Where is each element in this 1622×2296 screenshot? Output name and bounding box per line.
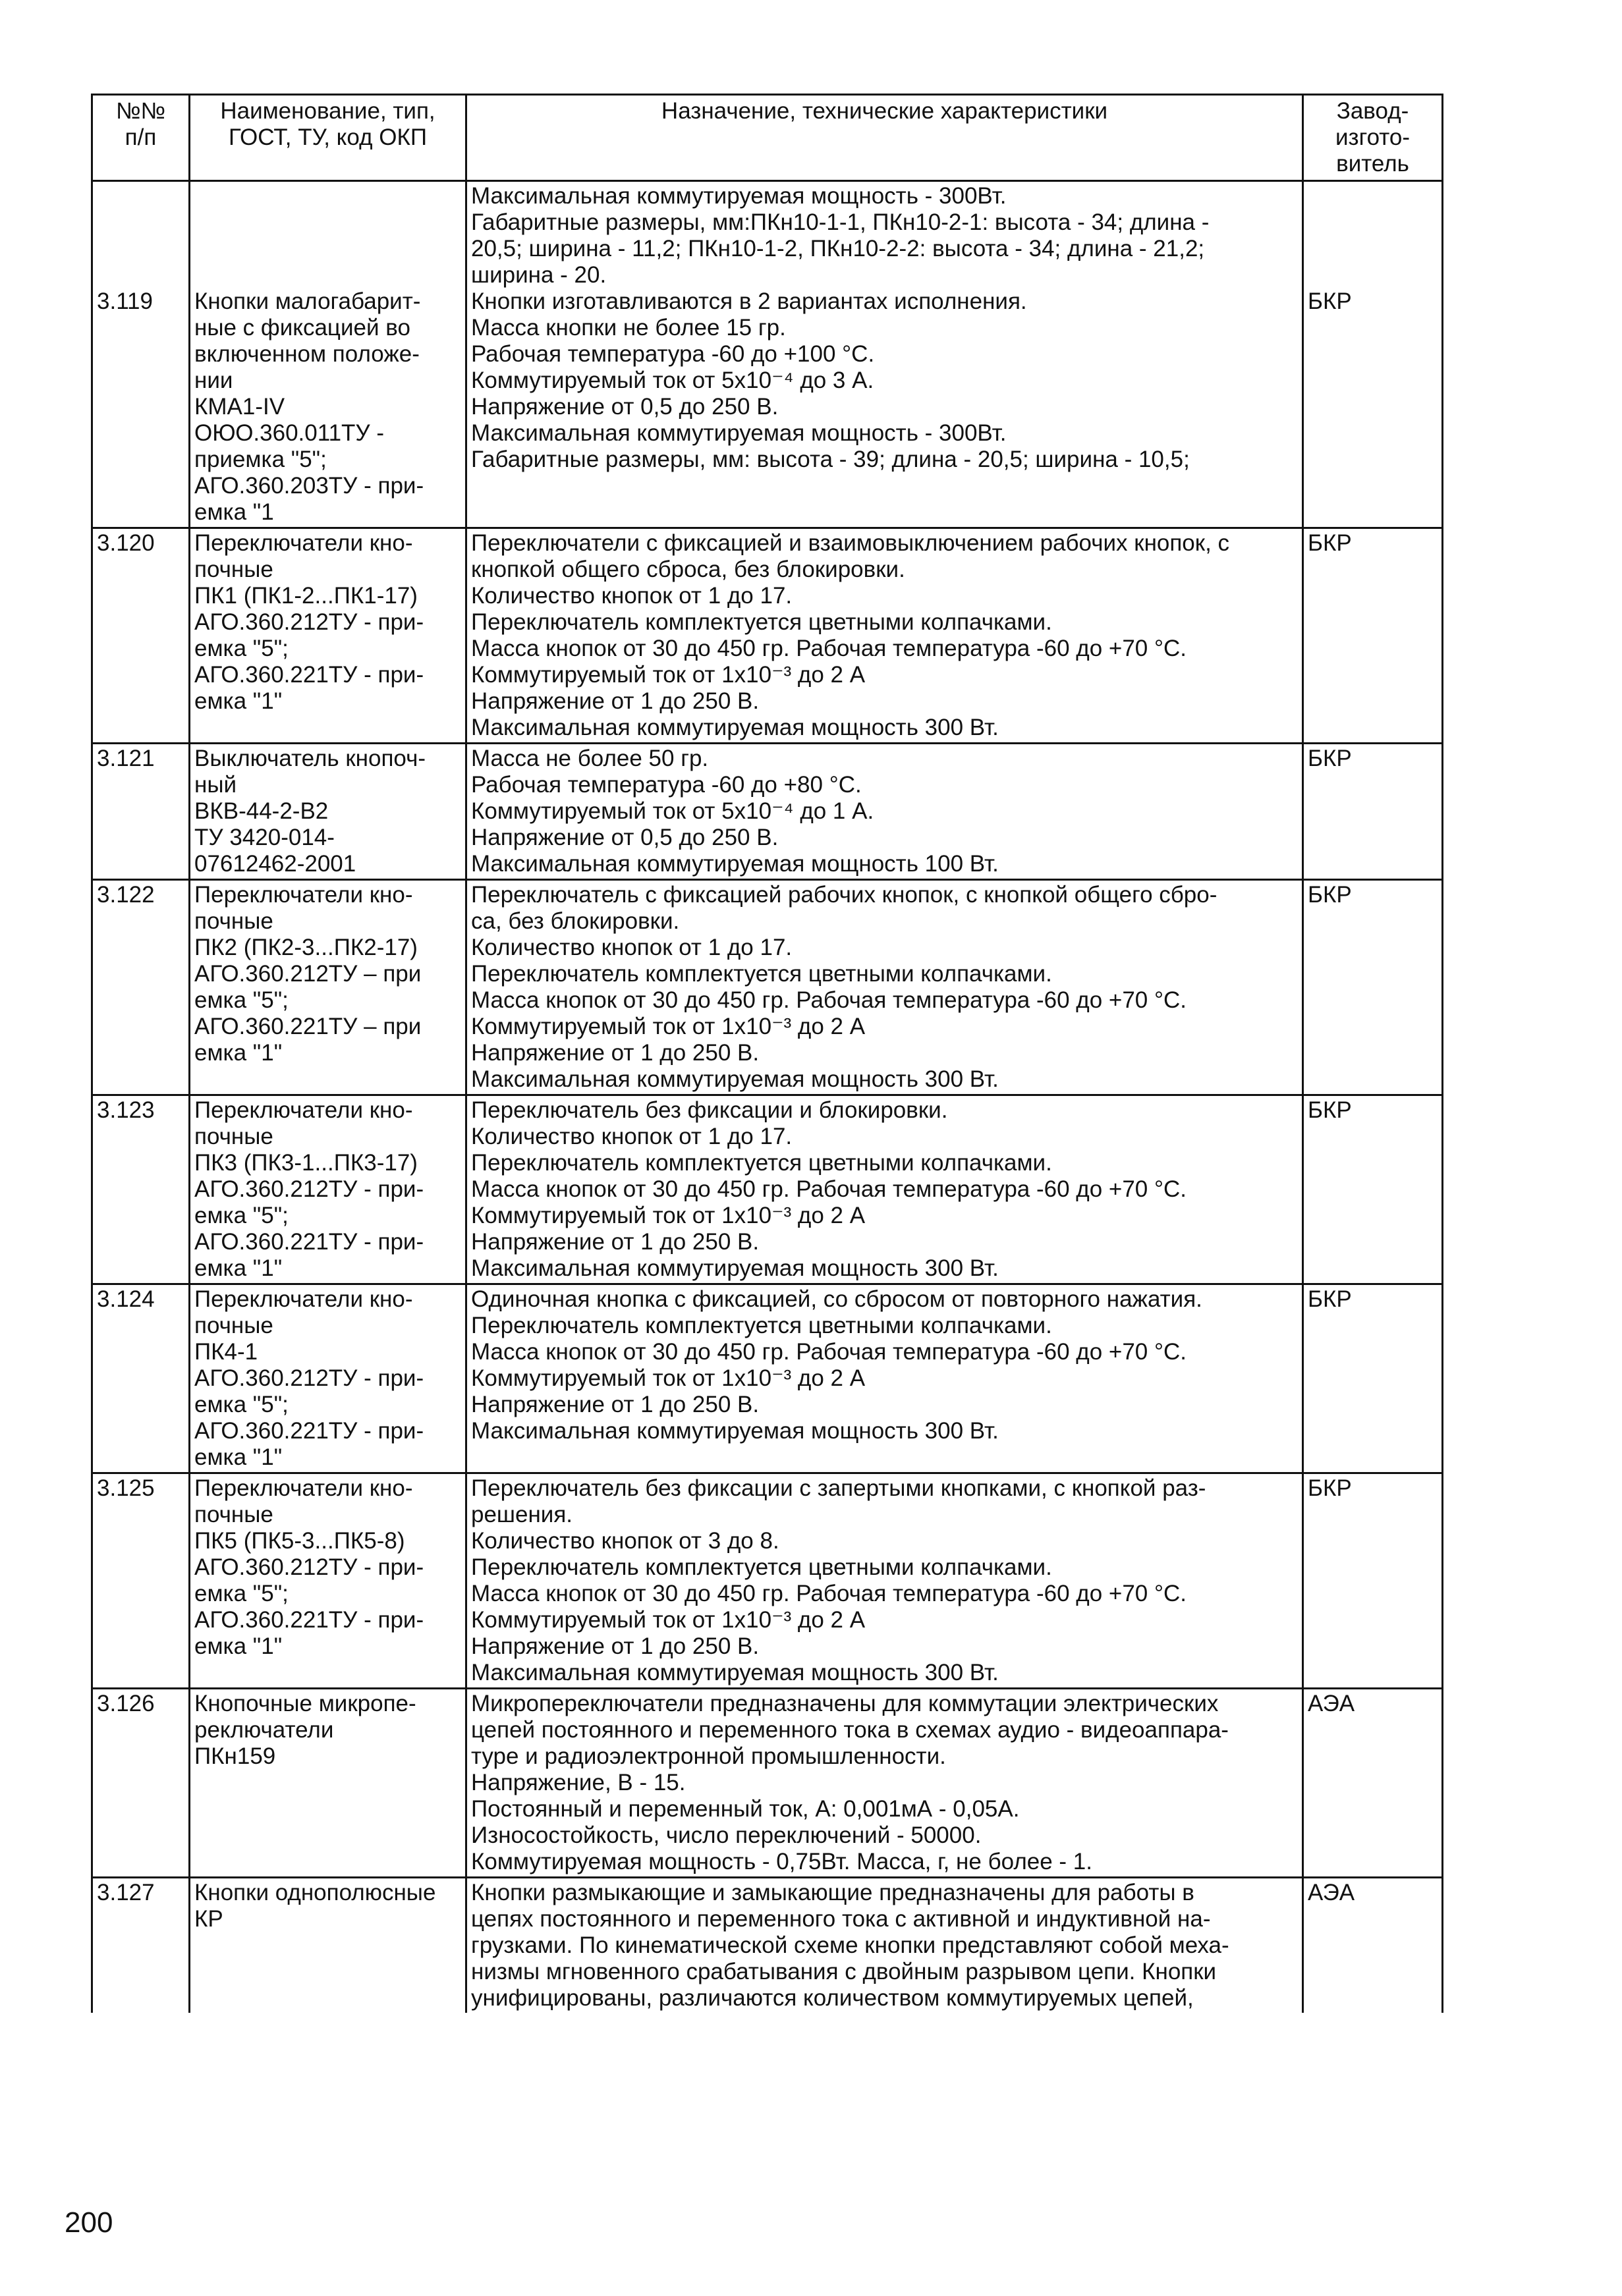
row-maker: БКР — [1303, 181, 1443, 528]
table-row — [92, 1878, 1443, 2013]
row-maker: БКР — [1303, 880, 1443, 1095]
row-number: 3.127 — [92, 1878, 190, 2013]
row-name: Кнопочные микропе- реключатели ПКн159 — [190, 1689, 466, 1878]
table-row — [92, 1095, 1443, 1284]
table-row — [92, 181, 1443, 528]
row-maker: БКР — [1303, 744, 1443, 880]
row-name: Переключатели кно- почные ПК3 (ПК3-1...ПК3-17) АГО.360.212ТУ - при- емка "5"; АГО.360.221ТУ - при- емка "1" — [190, 1095, 466, 1284]
page-number: 200 — [65, 2206, 113, 2239]
row-name: Переключатели кно- почные ПК1 (ПК1-2...ПК1-17) АГО.360.212ТУ - при- емка "5"; АГО.360.221ТУ - при- емка "1" — [190, 528, 466, 744]
table-row — [92, 744, 1443, 880]
row-number: 3.126 — [92, 1689, 190, 1878]
spec-table — [91, 94, 1443, 2013]
row-name: Переключатели кно- почные ПК4-1 АГО.360.212ТУ - при- емка "5"; АГО.360.221ТУ - при- емка "1" — [190, 1284, 466, 1473]
table-row — [92, 1473, 1443, 1689]
row-number: 3.119 — [92, 181, 190, 528]
row-maker: БКР — [1303, 1095, 1443, 1284]
row-number: 3.123 — [92, 1095, 190, 1284]
header-maker: Завод- изгото- витель — [1303, 95, 1443, 181]
row-name: Переключатели кно- почные ПК2 (ПК2-3...ПК2-17) АГО.360.212ТУ – при емка "5"; АГО.360.221ТУ – при емка "1" — [190, 880, 466, 1095]
row-number: 3.120 — [92, 528, 190, 744]
row-number: 3.125 — [92, 1473, 190, 1689]
row-description: Переключатель с фиксацией рабочих кнопок, с кнопкой общего сбро- са, без блокировки. Количество кнопок от 1 до 17. Переключатель комплектуется цветными колпачками. Масса кнопок от 30 до 450 гр. Рабочая температура -60 до +70 °С. Коммутируемый ток от 1х10⁻³ до 2 А Напряжение от 1 до 250 В. Максимальная коммутируемая мощность 300 Вт. — [466, 880, 1303, 1095]
row-description: Переключатели с фиксацией и взаимовыключением рабочих кнопок, с кнопкой общего сброса, без блокировки. Количество кнопок от 1 до 17. Переключатель комплектуется цветными колпачками. Масса кнопок от 30 до 450 гр. Рабочая температура -60 до +70 °С. Коммутируемый ток от 1х10⁻³ до 2 А Напряжение от 1 до 250 В. Максимальная коммутируемая мощность 300 Вт. — [466, 528, 1303, 744]
table-row — [92, 528, 1443, 744]
header-row — [92, 95, 1443, 181]
row-description: Одиночная кнопка с фиксацией, со сбросом от повторного нажатия. Переключатель комплектуется цветными колпачками. Масса кнопок от 30 до 450 гр. Рабочая температура -60 до +70 °С. Коммутируемый ток от 1х10⁻³ до 2 А Напряжение от 1 до 250 В. Максимальная коммутируемая мощность 300 Вт. — [466, 1284, 1303, 1473]
row-name: Переключатели кно- почные ПК5 (ПК5-3...ПК5-8) АГО.360.212ТУ - при- емка "5"; АГО.360.221ТУ - при- емка "1" — [190, 1473, 466, 1689]
header-num: №№ п/п — [92, 95, 190, 181]
row-name: Выключатель кнопоч- ный ВКВ-44-2-В2 ТУ 3420-014- 07612462-2001 — [190, 744, 466, 880]
row-number: 3.122 — [92, 880, 190, 1095]
row-description: Масса не более 50 гр. Рабочая температура -60 до +80 °С. Коммутируемый ток от 5х10⁻⁴ до 1 А. Напряжение от 0,5 до 250 В. Максимальная коммутируемая мощность 100 Вт. — [466, 744, 1303, 880]
row-description: Кнопки размыкающие и замыкающие предназначены для работы в цепях постоянного и переменного тока с активной и индуктивной на- грузками. По кинематической схеме кнопки представляют собой меха- низмы мгновенного срабатывания с двойным разрывом цепи. Кнопки унифицированы, различаются количеством коммутируемых цепей, — [466, 1878, 1303, 2013]
row-description: Переключатель без фиксации и блокировки. Количество кнопок от 1 до 17. Переключатель комплектуется цветными колпачками. Масса кнопок от 30 до 450 гр. Рабочая температура -60 до +70 °С. Коммутируемый ток от 1х10⁻³ до 2 А Напряжение от 1 до 250 В. Максимальная коммутируемая мощность 300 Вт. — [466, 1095, 1303, 1284]
row-name: Кнопки однополюсные КР — [190, 1878, 466, 2013]
row-maker: БКР — [1303, 528, 1443, 744]
row-number: 3.121 — [92, 744, 190, 880]
row-description: Переключатель без фиксации с запертыми кнопками, с кнопкой раз- решения. Количество кнопок от 3 до 8. Переключатель комплектуется цветными колпачками. Масса кнопок от 30 до 450 гр. Рабочая температура -60 до +70 °С. Коммутируемый ток от 1х10⁻³ до 2 А Напряжение от 1 до 250 В. Максимальная коммутируемая мощность 300 Вт. — [466, 1473, 1303, 1689]
table-row — [92, 880, 1443, 1095]
row-name: Кнопки малогабарит- ные с фиксацией во включенном положе- нии КМА1-IV ОЮО.360.011ТУ - приемка "5"; АГО.360.203ТУ - при- емка "1 — [190, 181, 466, 528]
row-maker: АЭА — [1303, 1878, 1443, 2013]
header-name: Наименование, тип, ГОСТ, ТУ, код ОКП — [190, 95, 466, 181]
row-maker: БКР — [1303, 1284, 1443, 1473]
table-row — [92, 1284, 1443, 1473]
row-number: 3.124 — [92, 1284, 190, 1473]
row-maker: БКР — [1303, 1473, 1443, 1689]
row-description: Максимальная коммутируемая мощность - 300Вт. Габаритные размеры, мм:ПКн10-1-1, ПКн10-2-1: высота - 34; длина - 20,5; ширина - 11,2; ПКн10-1-2, ПКн10-2-2: высота - 34; длина - 21,2; ширина - 20. Кнопки изготавливаются в 2 вариантах исполнения. Масса кнопки не более 15 гр. Рабочая температура -60 до +100 °С. Коммутируемый ток от 5х10⁻⁴ до 3 А. Напряжение от 0,5 до 250 В. Максимальная коммутируемая мощность - 300Вт. Габаритные размеры, мм: высота - 39; длина - 20,5; ширина - 10,5; — [466, 181, 1303, 528]
row-description: Микропереключатели предназначены для коммутации электрических цепей постоянного и переменного тока в схемах аудио - видеоаппара- туре и радиоэлектронной промышленности. Напряжение, В - 15. Постоянный и переменный ток, А: 0,001мА - 0,05А. Износостойкость, число переключений - 50000. Коммутируемая мощность - 0,75Вт. Масса, г, не более - 1. — [466, 1689, 1303, 1878]
row-maker: АЭА — [1303, 1689, 1443, 1878]
header-desc: Назначение, технические характеристики — [466, 95, 1303, 181]
table-row — [92, 1689, 1443, 1878]
